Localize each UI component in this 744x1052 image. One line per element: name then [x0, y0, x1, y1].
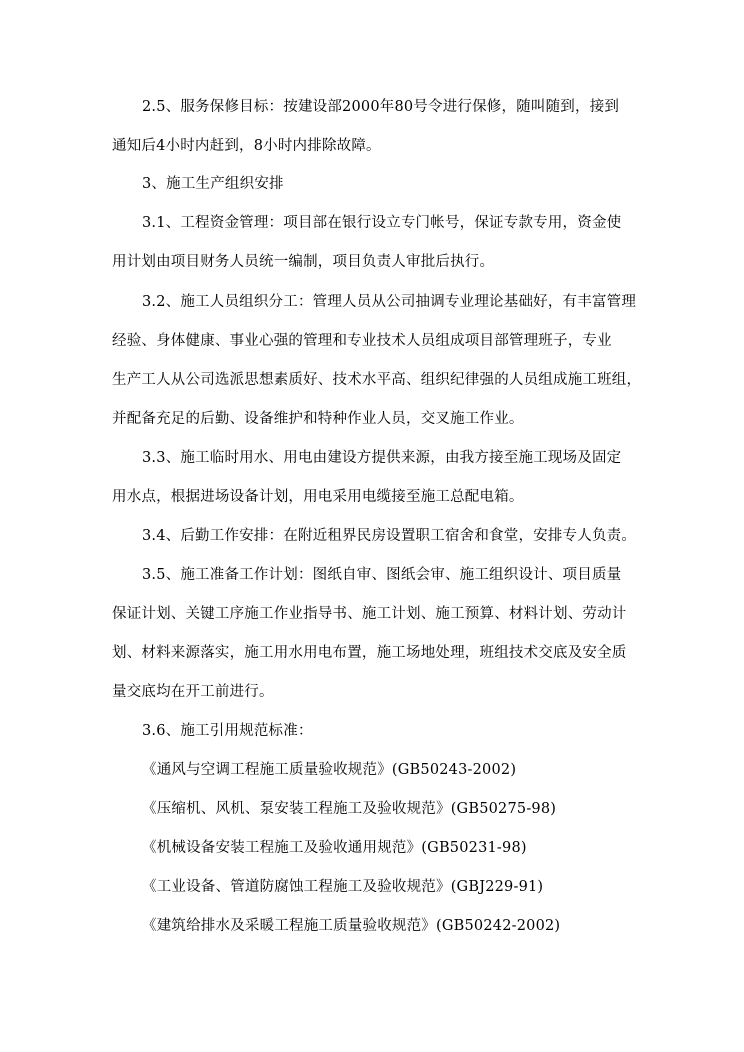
paragraph-3-3-line-2: 用水点，根据进场设备计划，用电采用电缆接至施工总配电箱。: [112, 489, 524, 505]
standard-item: 《通风与空调工程施工质量验收规范》(GB50243-2002): [142, 762, 517, 778]
paragraph-3-2-line-4: 并配备充足的后勤、设备维护和特种作业人员，交叉施工作业。: [112, 411, 524, 427]
standard-item: 《压缩机、风机、泵安装工程施工及验收规范》(GB50275-98): [142, 801, 557, 817]
standard-item: 《机械设备安装工程施工及验收通用规范》(GB50231-98): [142, 840, 527, 856]
paragraph-3-4-line-1: 3.4、后勤工作安排：在附近租界民房设置职工宿舍和食堂，安排专人负责。: [142, 528, 637, 544]
section-3-6-heading: 3.6、施工引用规范标准：: [142, 723, 313, 739]
standard-item: 《工业设备、管道防腐蚀工程施工及验收规范》(GBJ229-91): [142, 879, 544, 895]
paragraph-3-5-line-2: 保证计划、关键工序施工作业指导书、施工计划、施工预算、材料计划、劳动计: [112, 606, 627, 622]
paragraph-3-2-line-1: 3.2、施工人员组织分工：管理人员从公司抽调专业理论基础好，有丰富管理: [142, 294, 637, 310]
paragraph-3-2-line-3: 生产工人从公司选派思想素质好、技术水平高、组织纪律强的人员组成施工班组，: [112, 372, 642, 388]
section-3-heading: 3、施工生产组织安排: [142, 176, 284, 192]
paragraph-2-5-line-1: 2.5、服务保修目标：按建设部2000年80号令进行保修，随叫随到，接到: [142, 99, 620, 115]
paragraph-3-2-line-2: 经验、身体健康、事业心强的管理和专业技术人员组成项目部管理班子，专业: [112, 333, 612, 349]
paragraph-3-3-line-1: 3.3、施工临时用水、用电由建设方提供来源，由我方接至施工现场及固定: [142, 450, 622, 466]
standard-item: 《建筑给排水及采暖工程施工质量验收规范》(GB50242-2002): [142, 918, 561, 934]
paragraph-3-5-line-1: 3.5、施工准备工作计划：图纸自审、图纸会审、施工组织设计、项目质量: [142, 567, 622, 583]
paragraph-2-5-line-2: 通知后4小时内赶到，8小时内排除故障。: [112, 138, 381, 154]
paragraph-3-1-line-2: 用计划由项目财务人员统一编制，项目负责人审批后执行。: [112, 254, 495, 270]
paragraph-3-5-line-4: 量交底均在开工前进行。: [112, 684, 274, 700]
paragraph-3-5-line-3: 划、材料来源落实，施工用水用电布置，施工场地处理，班组技术交底及安全质: [112, 645, 627, 661]
paragraph-3-1-line-1: 3.1、工程资金管理：项目部在银行设立专门帐号，保证专款专用，资金使: [142, 215, 622, 231]
